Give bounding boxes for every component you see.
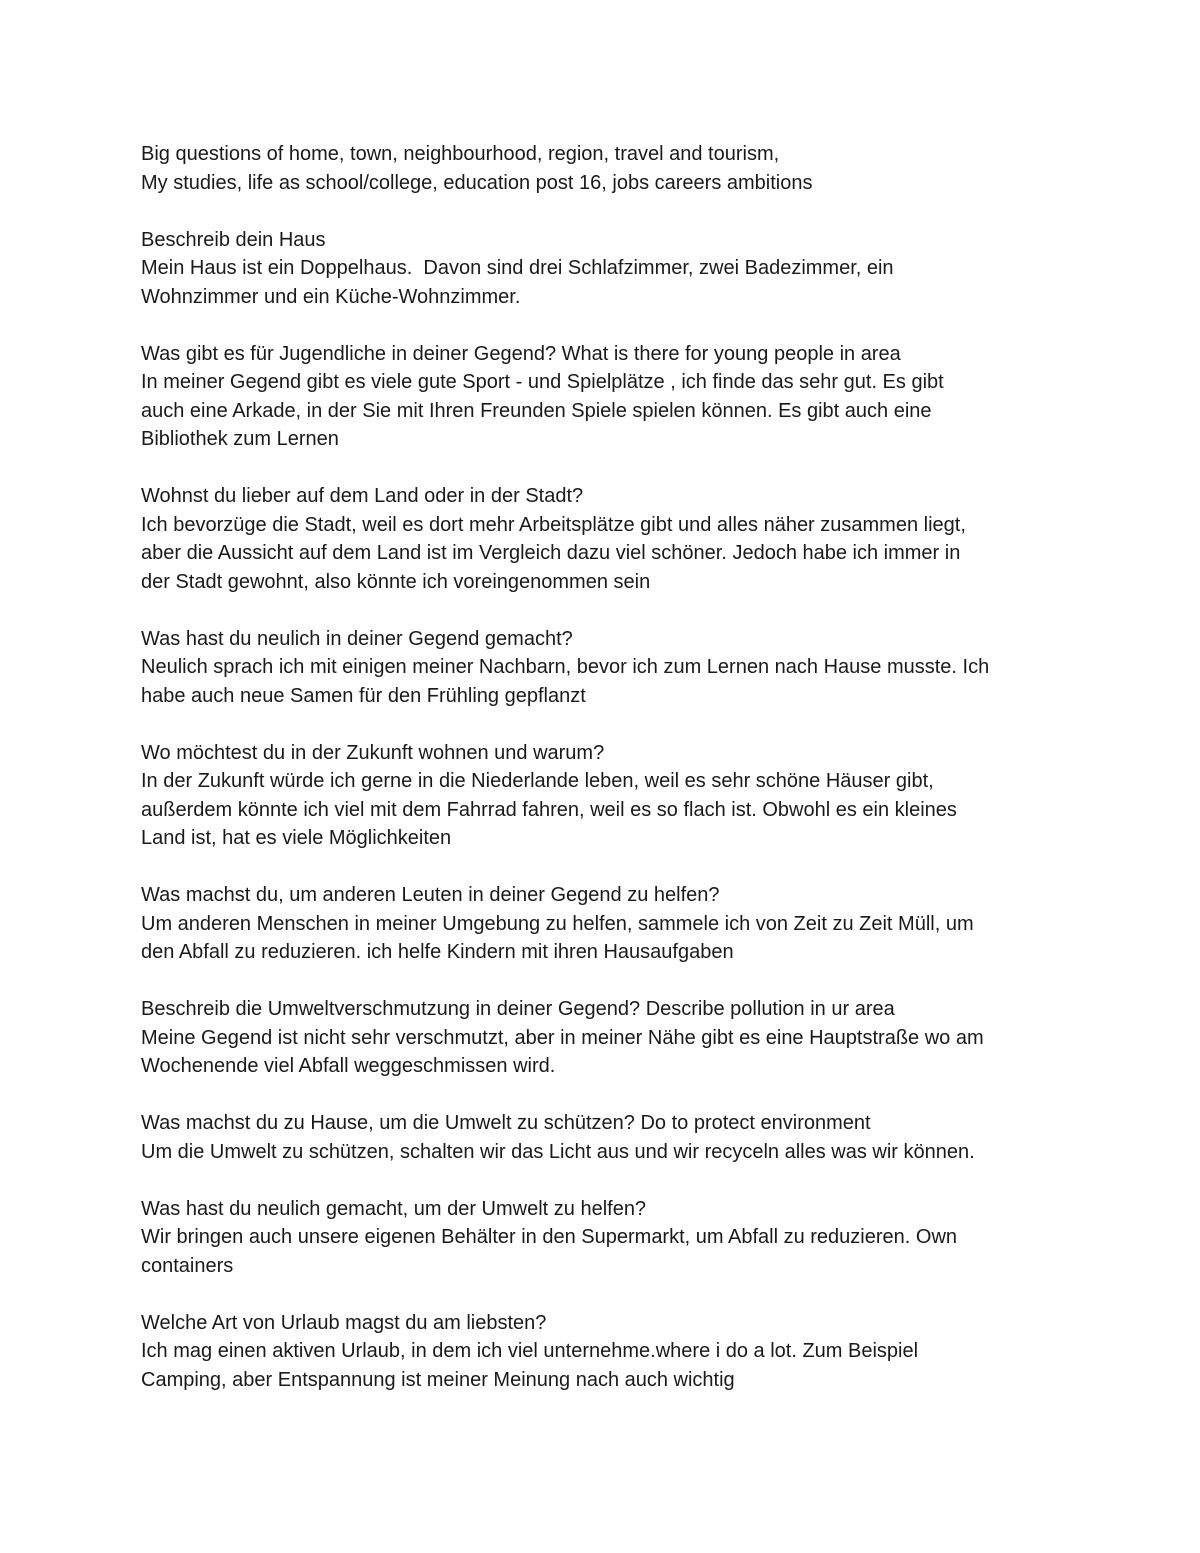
question-text: Was machst du, um anderen Leuten in deiner Gegend zu helfen? (141, 884, 720, 906)
section-jugendliche (141, 340, 1081, 454)
answer-line: Um die Umwelt zu schützen, schalten wir das Licht aus und wir recyceln alles was wir können. (141, 1140, 975, 1163)
question-text: Wo möchtest du in der Zukunft wohnen und warum? (141, 741, 605, 764)
answer-line: Ich bevorzüge die Stadt, weil es dort mehr Arbeitsplätze gibt und alles näher zusammen liegt, (141, 513, 966, 536)
question-text: Beschreib die Umweltverschmutzung in deiner Gegend? Describe pollution in ur area (141, 998, 895, 1020)
answer-line: Wochenende viel Abfall weggeschmissen wird. (141, 1055, 556, 1077)
question-text: Was machst du zu Hause, um die Umwelt zu schützen? Do to protect environment (141, 1112, 871, 1134)
header-block (141, 140, 1081, 197)
answer-line: Wohnzimmer und ein Küche-Wohnzimmer. (141, 285, 521, 308)
answer-line: Wir bringen auch unsere eigenen Behälter in den Supermarkt, um Abfall zu reduzieren. Own (141, 1226, 958, 1248)
section-umweltverschmutzung (141, 995, 1081, 1081)
header-line: My studies, life as school/college, education post 16, jobs careers ambitions (141, 171, 813, 194)
answer-line: habe auch neue Samen für den Frühling gepflanzt (141, 684, 586, 707)
answer-line: der Stadt gewohnt, also könnte ich voreingenommen sein (141, 570, 651, 593)
answer-line: Land ist, hat es viele Möglichkeiten (141, 827, 452, 849)
answer-line: auch eine Arkade, in der Sie mit Ihren Freunden Spiele spielen können. Es gibt auch eine (141, 399, 932, 422)
section-urlaub (141, 1309, 1081, 1395)
answer-line: Camping, aber Entspannung ist meiner Meinung nach auch wichtig (141, 1368, 735, 1391)
section-land-stadt (141, 482, 1081, 596)
section-umwelt-zuhause (141, 1109, 1081, 1166)
question-text: Was hast du neulich in deiner Gegend gemacht? (141, 627, 573, 650)
section-haus (141, 226, 1081, 312)
section-umwelt-neulich (141, 1195, 1081, 1281)
question-text: Was hast du neulich gemacht, um der Umwelt zu helfen? (141, 1197, 647, 1220)
answer-line: containers (141, 1254, 234, 1277)
answer-line: den Abfall zu reduzieren. ich helfe Kindern mit ihren Hausaufgaben (141, 941, 734, 963)
question-text: Was gibt es für Jugendliche in deiner Gegend? What is there for young people in area (141, 342, 901, 365)
question-text: Beschreib dein Haus (141, 228, 326, 251)
answer-line: In meiner Gegend gibt es viele gute Sport - und Spielplätze , ich finde das sehr gut. Es gibt (141, 371, 944, 393)
section-zukunft (141, 739, 1081, 853)
header-line: Big questions of home, town, neighbourhood, region, travel and tourism, (141, 143, 780, 165)
answer-line: Bibliothek zum Lernen (141, 428, 339, 450)
answer-line: Neulich sprach ich mit einigen meiner Nachbarn, bevor ich zum Lernen nach Hause musste. Ich (141, 656, 990, 678)
question-text: Welche Art von Urlaub magst du am liebsten? (141, 1311, 547, 1334)
section-helfen (141, 881, 1081, 967)
answer-line: Ich mag einen aktiven Urlaub, in dem ich viel unternehme.where i do a lot. Zum Beispiel (141, 1340, 919, 1362)
answer-line: Mein Haus ist ein Doppelhaus. Davon sind drei Schlafzimmer, zwei Badezimmer, ein (141, 257, 894, 279)
question-text: Wohnst du lieber auf dem Land oder in der Stadt? (141, 485, 584, 507)
section-neulich-gegend (141, 625, 1081, 711)
answer-line: aber die Aussicht auf dem Land ist im Vergleich dazu viel schöner. Jedoch habe ich immer in (141, 542, 961, 564)
answer-line: außerdem könnte ich viel mit dem Fahrrad fahren, weil es so flach ist. Obwohl es ein kleines (141, 798, 957, 821)
answer-line: Um anderen Menschen in meiner Umgebung zu helfen, sammele ich von Zeit zu Zeit Müll, um (141, 912, 974, 935)
answer-line: Meine Gegend ist nicht sehr verschmutzt, aber in meiner Nähe gibt es eine Hauptstraße wo am (141, 1026, 984, 1049)
answer-line: In der Zukunft würde ich gerne in die Niederlande leben, weil es sehr schöne Häuser gibt, (141, 770, 934, 792)
document-page (141, 140, 1081, 1423)
